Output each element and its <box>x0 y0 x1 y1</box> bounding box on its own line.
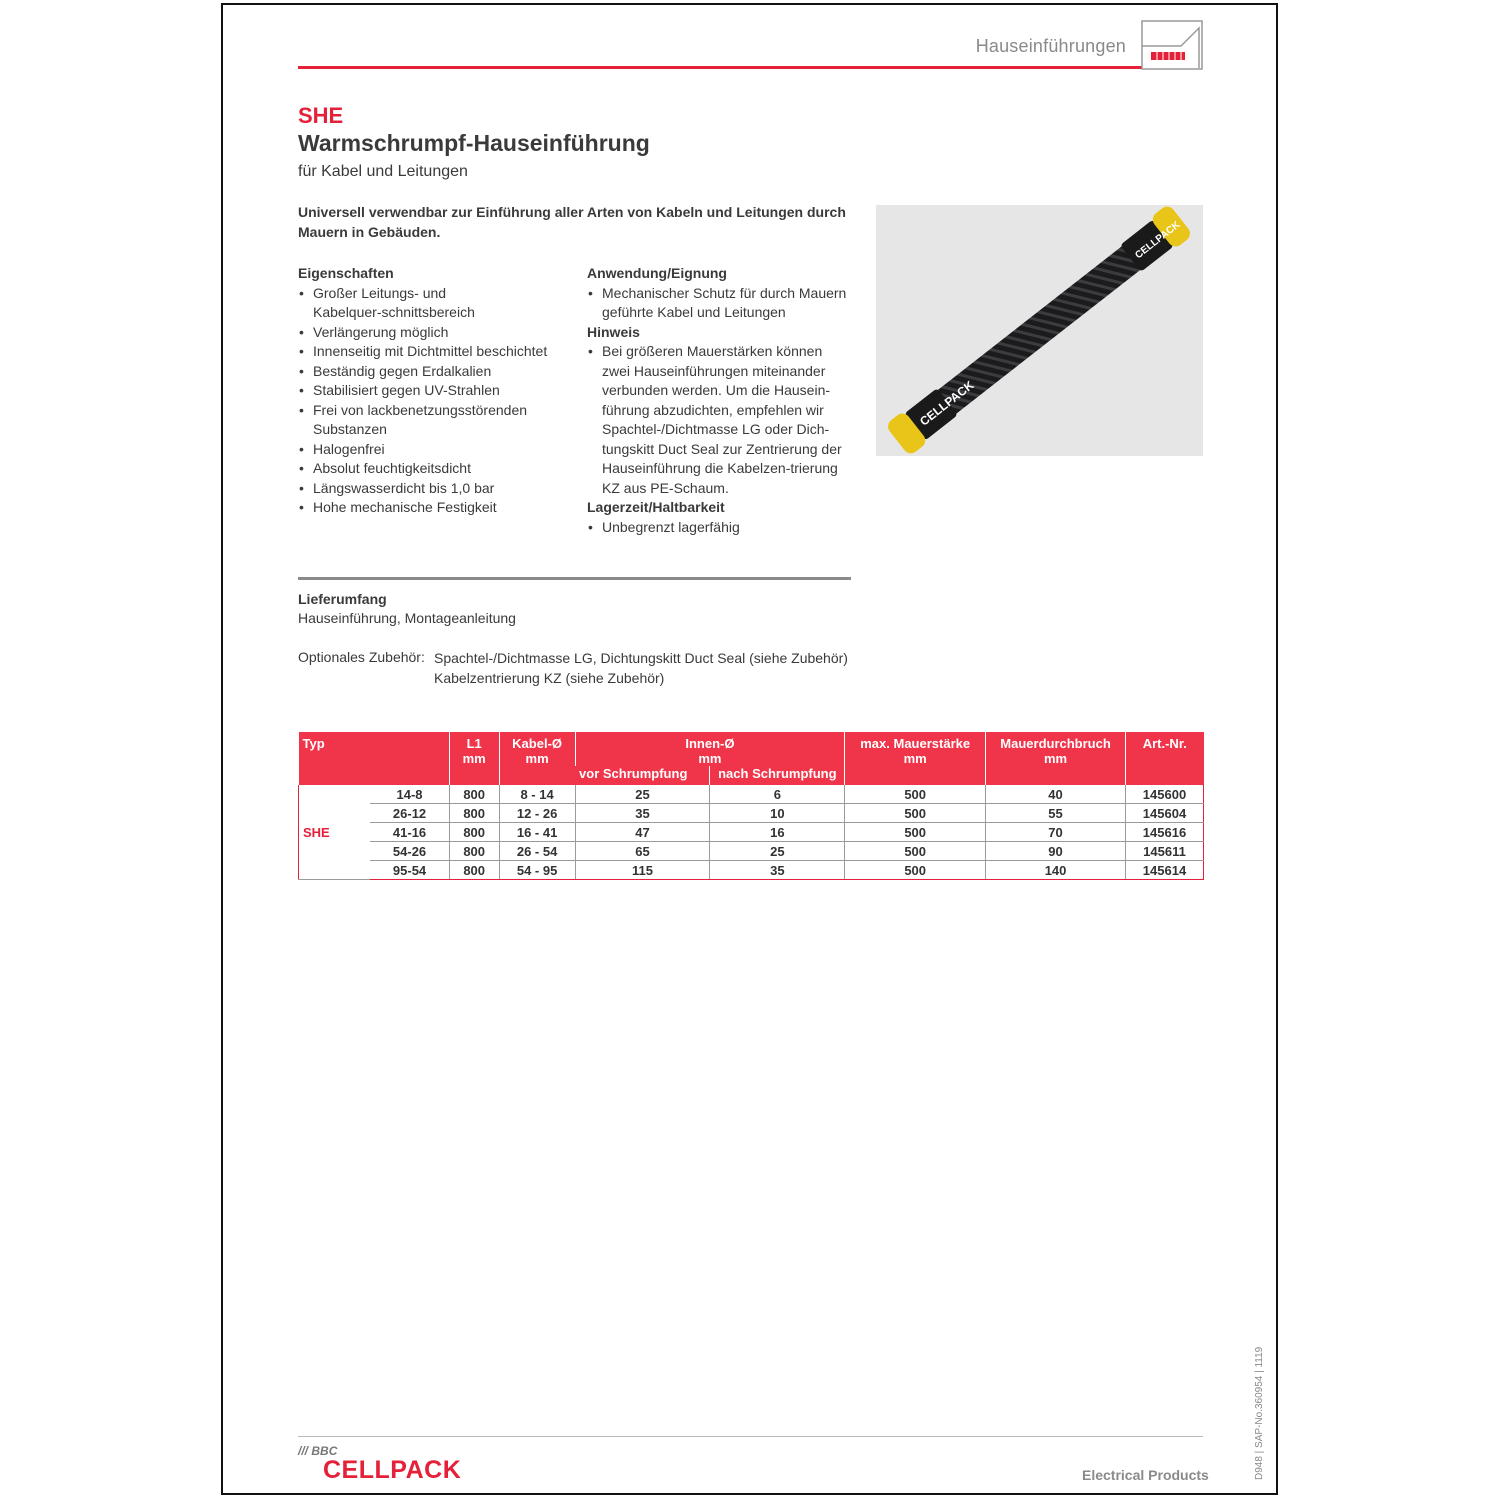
cell-art: 145600 <box>1126 785 1204 804</box>
tagline: Electrical Products <box>1082 1467 1209 1483</box>
cell-mauer: 500 <box>845 785 986 804</box>
cell-durchbruch: 70 <box>986 823 1126 842</box>
cell-nach: 6 <box>710 785 845 804</box>
cell-art: 145616 <box>1126 823 1204 842</box>
header-mauer: max. Mauerstärke mm <box>845 732 986 785</box>
cell-mauer: 500 <box>845 861 986 880</box>
cell-art: 145614 <box>1126 861 1204 880</box>
cell-mauer: 500 <box>845 804 986 823</box>
sap-number: D948 | SAP-No.360954 | 1119 <box>1254 1346 1265 1480</box>
cell-vor: 65 <box>575 842 710 861</box>
product-code: SHE <box>298 103 344 128</box>
table-row <box>299 842 1204 861</box>
list-item: • Frei von lackbenetzungsstörenden Substanzen <box>298 401 533 440</box>
cell-typ: 26-12 <box>370 804 449 823</box>
optional-line: Kabelzentrierung KZ (siehe Zubehör) <box>434 669 665 686</box>
header-nach: nach Schrumpfung <box>710 766 845 785</box>
cell-mauer: 500 <box>845 823 986 842</box>
product-title: Warmschrumpf-Hauseinführung <box>298 130 650 156</box>
cell-l1: 800 <box>449 804 499 823</box>
hinweis-heading: Hinweis <box>587 323 640 340</box>
cell-durchbruch: 90 <box>986 842 1126 861</box>
spec-table <box>298 732 1204 880</box>
list-item: • Bei größeren Mauerstärken können zwei Hauseinführungen miteinander verbunden werden. Um die Hausein-führung abzudichten, empfehlen wir Spachtel-/Dichtmasse LG oder Dich-tungskitt Duct Seal zur Zentrierung der Hauseinführung die Kabelzen-trierung KZ aus PE-Schaum. <box>587 342 842 498</box>
eigenschaften-list <box>298 284 578 518</box>
header-typ: Typ <box>299 732 450 785</box>
table-row <box>299 804 1204 823</box>
cell-art: 145611 <box>1126 842 1204 861</box>
cell-nach: 16 <box>710 823 845 842</box>
anwendung-section <box>587 264 857 537</box>
optional-value <box>434 649 848 688</box>
table-row <box>299 861 1204 880</box>
list-item: • Längswasserdicht bis 1,0 bar <box>298 479 578 499</box>
heat-shrink-tube-image <box>876 205 1203 456</box>
cell-l1: 800 <box>449 823 499 842</box>
cell-kabel: 16 - 41 <box>499 823 575 842</box>
anwendung-list <box>587 284 857 323</box>
cell-vor: 25 <box>575 785 710 804</box>
logo-cellpack: CELLPACK <box>323 1456 462 1484</box>
cell-kabel: 8 - 14 <box>499 785 575 804</box>
list-item: • Absolut feuchtigkeitsdicht <box>298 459 578 479</box>
cell-nach: 25 <box>710 842 845 861</box>
cell-durchbruch: 140 <box>986 861 1126 880</box>
list-item: • Großer Leitungs- und Kabelquer-schnittsbereich <box>298 284 513 323</box>
eigenschaften-heading: Eigenschaften <box>298 265 394 281</box>
group-label: SHE <box>299 785 371 880</box>
optional-label: Optionales Zubehör: <box>298 649 425 665</box>
header-durchbruch: Mauerdurchbruch mm <box>986 732 1126 785</box>
product-photo <box>876 205 1203 456</box>
lagerzeit-list <box>587 518 857 538</box>
header-l1: L1 mm <box>449 732 499 785</box>
section-divider <box>298 577 851 580</box>
table-row <box>299 785 1204 804</box>
cell-typ: 14-8 <box>370 785 449 804</box>
lagerzeit-heading: Lagerzeit/Haltbarkeit <box>587 499 725 515</box>
product-intro: Universell verwendbar zur Einführung aller Arten von Kabeln und Leitungen durch Mauern in Gebäuden. <box>298 204 846 240</box>
cell-kabel: 26 - 54 <box>499 842 575 861</box>
lieferumfang-value: Hauseinführung, Montageanleitung <box>298 610 516 626</box>
header-innen: Innen-Ø mm <box>575 732 845 766</box>
header-kabel: Kabel-Ø mm <box>499 732 575 785</box>
wall-entry-icon <box>1141 20 1203 70</box>
optional-line: Spachtel-/Dichtmasse LG, Dichtungskitt Duct Seal (siehe Zubehör) <box>434 650 848 666</box>
hinweis-list <box>587 342 857 498</box>
list-item: • Beständig gegen Erdalkalien <box>298 362 578 382</box>
cell-kabel: 12 - 26 <box>499 804 575 823</box>
cell-l1: 800 <box>449 785 499 804</box>
list-item: • Halogenfrei <box>298 440 578 460</box>
header-rule <box>298 66 1143 69</box>
tube-brand-label: CELLPACK <box>1133 219 1183 262</box>
cell-l1: 800 <box>449 842 499 861</box>
footer-rule <box>298 1436 1203 1437</box>
list-item: • Unbegrenzt lagerfähig <box>587 518 857 538</box>
logo-small: /// BBC <box>298 1444 338 1458</box>
cell-vor: 115 <box>575 861 710 880</box>
product-subtitle: für Kabel und Leitungen <box>298 163 468 180</box>
cell-nach: 10 <box>710 804 845 823</box>
eigenschaften-section <box>298 264 578 518</box>
cell-kabel: 54 - 95 <box>499 861 575 880</box>
cell-typ: 41-16 <box>370 823 449 842</box>
header-vor: vor Schrumpfung <box>575 766 710 785</box>
cell-durchbruch: 55 <box>986 804 1126 823</box>
cell-mauer: 500 <box>845 842 986 861</box>
list-item: • Stabilisiert gegen UV-Strahlen <box>298 381 578 401</box>
tube-brand-label: CELLPACK <box>917 377 977 429</box>
anwendung-heading: Anwendung/Eignung <box>587 265 727 281</box>
cell-vor: 47 <box>575 823 710 842</box>
list-item: • Innenseitig mit Dichtmittel beschichtet <box>298 342 578 362</box>
list-item: • Mechanischer Schutz für durch Mauern geführte Kabel und Leitungen <box>587 284 857 323</box>
cell-art: 145604 <box>1126 804 1204 823</box>
cell-nach: 35 <box>710 861 845 880</box>
cell-typ: 95-54 <box>370 861 449 880</box>
cell-l1: 800 <box>449 861 499 880</box>
cell-typ: 54-26 <box>370 842 449 861</box>
table-row <box>299 823 1204 842</box>
cell-durchbruch: 40 <box>986 785 1126 804</box>
header-art: Art.-Nr. <box>1126 732 1204 785</box>
section-title: Hauseinführungen <box>975 36 1126 56</box>
lieferumfang-heading: Lieferumfang <box>298 591 387 607</box>
list-item: • Verlängerung möglich <box>298 323 578 343</box>
list-item: • Hohe mechanische Festigkeit <box>298 498 578 518</box>
cell-vor: 35 <box>575 804 710 823</box>
